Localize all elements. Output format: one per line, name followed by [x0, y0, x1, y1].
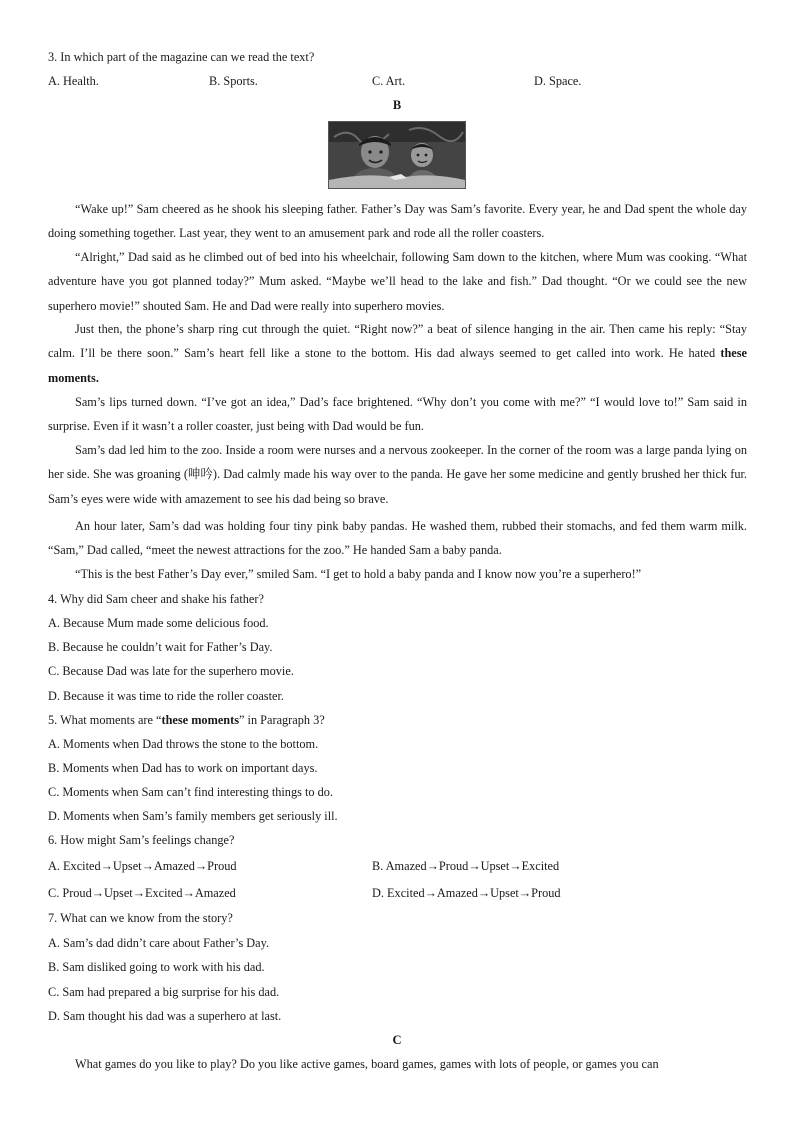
q5-option-c: C. Moments when Sam can’t find interesting things to do.: [48, 785, 333, 799]
q5-option-a: A. Moments when Dad throws the stone to the bottom.: [48, 737, 319, 751]
q3-option-c: C. Art.: [372, 74, 406, 88]
q3-option-a: A. Health.: [48, 74, 99, 88]
paragraph-2: “Alright,” Dad said as he climbed out of bed into his wheelchair, following Sam down to the kitchen, where Mum was cooking. “What adventure have you got planned today?” Mum asked. “Maybe we’ll head to the lake and fish.” Dad thought. “Or we could see the new superhero movie!” shouted Sam. He and Dad were really into superhero movies.: [48, 250, 747, 313]
paragraph-1: “Wake up!” Sam cheered as he shook his sleeping father. Father’s Day was Sam’s favorite. Every year, he and Dad spent the whole day doing something together. Last year, they went to an amusement park and rode all the roller coasters.: [48, 202, 747, 241]
paragraph-3: [48, 317, 747, 390]
q4-option-c: C. Because Dad was late for the superhero movie.: [48, 664, 294, 678]
q7-option-d: D. Sam thought his dad was a superhero at last.: [48, 1009, 282, 1023]
q3-option-b: B. Sports.: [209, 74, 258, 88]
q5-stem-end: ” in Paragraph 3?: [239, 713, 325, 727]
illustration-image: [329, 122, 465, 188]
paragraph-7: “This is the best Father’s Day ever,” smiled Sam. “I get to hold a baby panda and I know now you’re a superhero!”: [75, 567, 642, 581]
q4-option-b: B. Because he couldn’t wait for Father’s Day.: [48, 640, 273, 654]
q6-option-b: B. Amazed→Proud→Upset→Excited: [372, 859, 560, 873]
q6-option-a: A. Excited→Upset→Amazed→Proud: [48, 859, 237, 873]
paragraph-6: An hour later, Sam’s dad was holding four tiny pink baby pandas. He washed them, rubbed their stomachs, and fed them warm milk. “Sam,” Dad called, “meet the newest attractions for the zoo.” He handed Sam a baby panda.: [48, 519, 747, 558]
q6-option-d: D. Excited→Amazed→Upset→Proud: [372, 886, 561, 900]
q5-option-b: B. Moments when Dad has to work on important days.: [48, 761, 318, 775]
q5-option-d: D. Moments when Sam’s family members get seriously ill.: [48, 809, 338, 823]
q4-option-d: D. Because it was time to ride the roller coaster.: [48, 689, 284, 703]
q7-option-c: C. Sam had prepared a big surprise for his dad.: [48, 985, 280, 999]
q3-option-d: D. Space.: [534, 74, 582, 88]
q3-stem: 3. In which part of the magazine can we read the text?: [48, 50, 315, 64]
paragraph-5: Sam’s dad led him to the zoo. Inside a room were nurses and a nervous zookeeper. In the corner of the room was a large panda lying on her side. She was groaning (呻吟). Dad calmly made his way over to the panda. He gave her some medicine and gently brushed her thick fur. Sam’s eyes were wide with amazement to see his dad being so brave.: [48, 443, 747, 506]
father-son-illustration: [328, 121, 466, 189]
paragraph-3-end: .: [95, 370, 99, 385]
q4-stem: 4. Why did Sam cheer and shake his father?: [48, 592, 264, 606]
section-c-intro: What games do you like to play? Do you like active games, board games, games with lots of people, or games you can: [75, 1057, 659, 1071]
q7-stem: 7. What can we know from the story?: [48, 911, 233, 925]
q6-stem: 6. How might Sam’s feelings change?: [48, 833, 235, 847]
q4-option-a: A. Because Mum made some delicious food.: [48, 616, 269, 630]
q7-option-a: A. Sam’s dad didn’t care about Father’s Day.: [48, 936, 270, 950]
paragraph-3-highlight: these moments: [48, 346, 747, 385]
paragraph-3-text: Just then, the phone’s sharp ring cut through the quiet. “Right now?” a beat of silence hanging in the air. Then came his reply: “Stay calm. I’ll be there soon.” Sam’s heart fell like a stone to the bottom. His dad always seemed to get called into work. He hated: [48, 322, 747, 361]
q7-option-b: B. Sam disliked going to work with his dad.: [48, 960, 265, 974]
q6-option-c: C. Proud→Upset→Excited→Amazed: [48, 886, 236, 900]
q5-stem-highlight: these moments: [161, 713, 240, 727]
paragraph-4: Sam’s lips turned down. “I’ve got an idea,” Dad’s face brightened. “Why don’t you come with me?” “I would love to!” Sam said in surprise. Even if it wasn’t a roller coaster, just being with Dad would be fun.: [48, 395, 747, 434]
q5-stem-text: 5. What moments are “: [48, 713, 162, 727]
section-b-heading: B: [392, 98, 402, 112]
section-c-heading: C: [392, 1033, 402, 1047]
q5-stem: [48, 712, 325, 728]
